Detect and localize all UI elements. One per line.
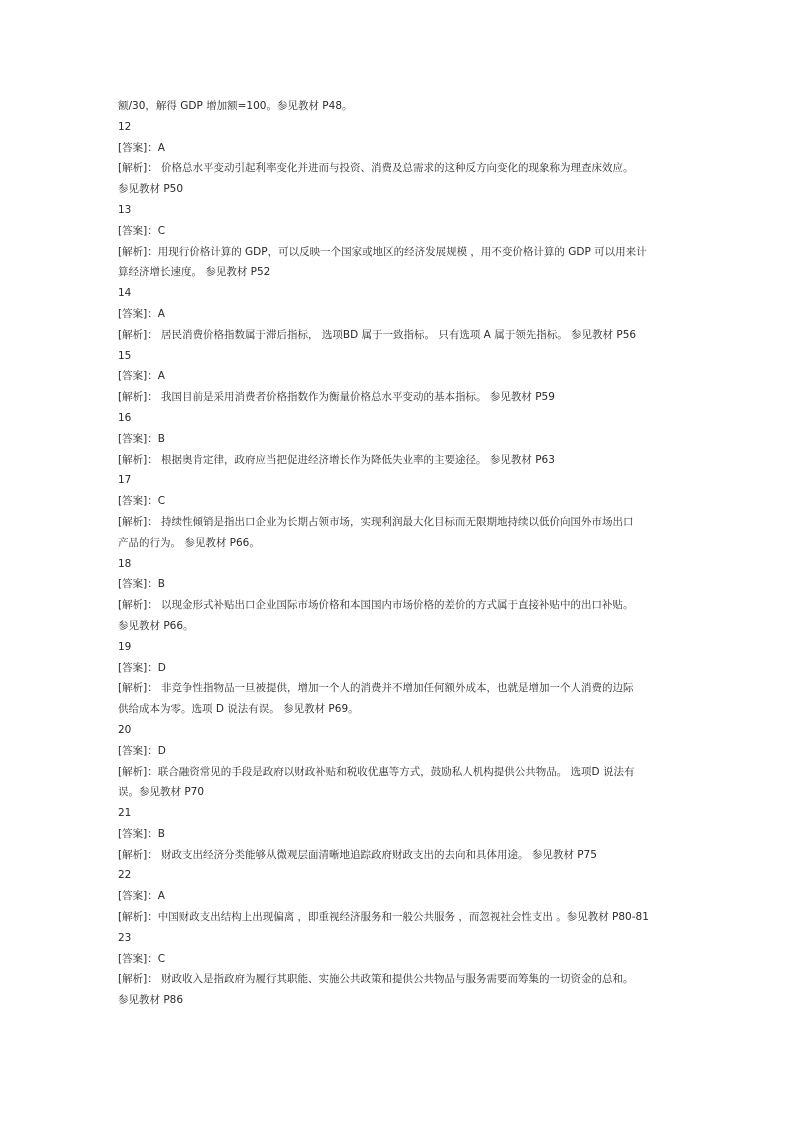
question-number: 13 bbox=[118, 203, 132, 216]
answer-line: [答案]：D bbox=[118, 661, 166, 674]
answer-line: [答案]：C bbox=[118, 224, 166, 237]
answer-line: [答案]：C bbox=[118, 495, 166, 508]
text-line: 误。参见教材 P70 bbox=[118, 786, 205, 799]
text-line: 产品的行为。 参见教材 P66。 bbox=[118, 536, 260, 549]
question-number: 17 bbox=[118, 474, 132, 487]
text-line: 参见教材 P86 bbox=[118, 994, 184, 1007]
text-line: [解析]： 居民消费价格指数属于滞后指标， 选项BD 属于一致指标。 只有选项 A 属于领先指标。 参见教材 P56 bbox=[118, 328, 637, 341]
answer-line: [答案]：B bbox=[118, 432, 165, 445]
text-line: [解析]：中国财政支出结构上出现偏离 ，即重视经济服务和一般公共服务 ，而忽视社会性支出 。参见教材 P80-81 bbox=[118, 911, 649, 924]
answer-line: [答案]：C bbox=[118, 952, 166, 965]
question-number: 16 bbox=[118, 411, 132, 424]
text-line: [解析]： 以现金形式补贴出口企业国际市场价格和本国国内市场价格的差价的方式属于直接补贴中的出口补贴。 bbox=[118, 599, 634, 612]
question-number: 15 bbox=[118, 349, 132, 362]
answer-line: [答案]：B bbox=[118, 578, 165, 591]
question-number: 23 bbox=[118, 931, 132, 944]
text-line: [解析]： 我国目前是采用消费者价格指数作为衡量价格总水平变动的基本指标。 参见教材 P59 bbox=[118, 391, 555, 404]
text-line: 供给成本为零。选项 D 说法有误。 参见教材 P69。 bbox=[118, 703, 359, 716]
text-line: 额/30，解得 GDP 增加额=100。参见教材 P48。 bbox=[118, 100, 353, 112]
answer-line: [答案]：A bbox=[118, 307, 165, 320]
text-line: [解析]： 价格总水平变动引起利率变化并进而与投资、消费及总需求的这种反方向变化的现象称为理查床效应。 bbox=[118, 162, 634, 175]
text-line: [解析]： 非竞争性指物品一旦被提供，增加一个人的消费并不增加任何额外成本，也就是增加一个人消费的边际 bbox=[118, 682, 634, 695]
text-line: [解析]： 财政收入是指政府为履行其职能、实施公共政策和提供公共物品与服务需要而筹集的一切资金的总和。 bbox=[118, 973, 634, 986]
text-line: [解析]： 根据奥肯定律，政府应当把促进经济增长作为降低失业率的主要途径。 参见教材 P63 bbox=[118, 453, 555, 466]
answer-line: [答案]：A bbox=[118, 890, 165, 903]
question-number: 20 bbox=[118, 723, 132, 736]
text-line: [解析]： 持续性倾销是指出口企业为长期占领市场，实现利润最大化目标而无限期地持续以低价向国外市场出口 bbox=[118, 515, 634, 528]
answer-line: [答案]：B bbox=[118, 827, 165, 840]
text-line: 参见教材 P50 bbox=[118, 183, 184, 196]
text-line: 参见教材 P66。 bbox=[118, 619, 194, 632]
question-number: 21 bbox=[118, 807, 132, 820]
text-line: [解析]：联合融资常见的手段是政府以财政补贴和税收优惠等方式，鼓励私人机构提供公共物品。 选项D 说法有 bbox=[118, 765, 635, 778]
question-number: 12 bbox=[118, 120, 132, 133]
text-line: 算经济增长速度。 参见教材 P52 bbox=[118, 266, 271, 279]
answer-line: [答案]：A bbox=[118, 141, 165, 154]
text-line: [解析]：用现行价格计算的 GDP，可以反映一个国家或地区的经济发展规模 ，用不变价格计算的 GDP 可以用来计 bbox=[118, 245, 647, 258]
question-number: 18 bbox=[118, 557, 132, 570]
question-number: 22 bbox=[118, 869, 132, 882]
answer-line: [答案]：A bbox=[118, 370, 165, 383]
answer-line: [答案]：D bbox=[118, 744, 166, 757]
question-number: 19 bbox=[118, 640, 132, 653]
document-body bbox=[118, 96, 678, 1011]
question-number: 14 bbox=[118, 287, 132, 300]
text-line: [解析]： 财政支出经济分类能够从微观层面清晰地追踪政府财政支出的去向和具体用途。 参见教材 P75 bbox=[118, 848, 597, 861]
